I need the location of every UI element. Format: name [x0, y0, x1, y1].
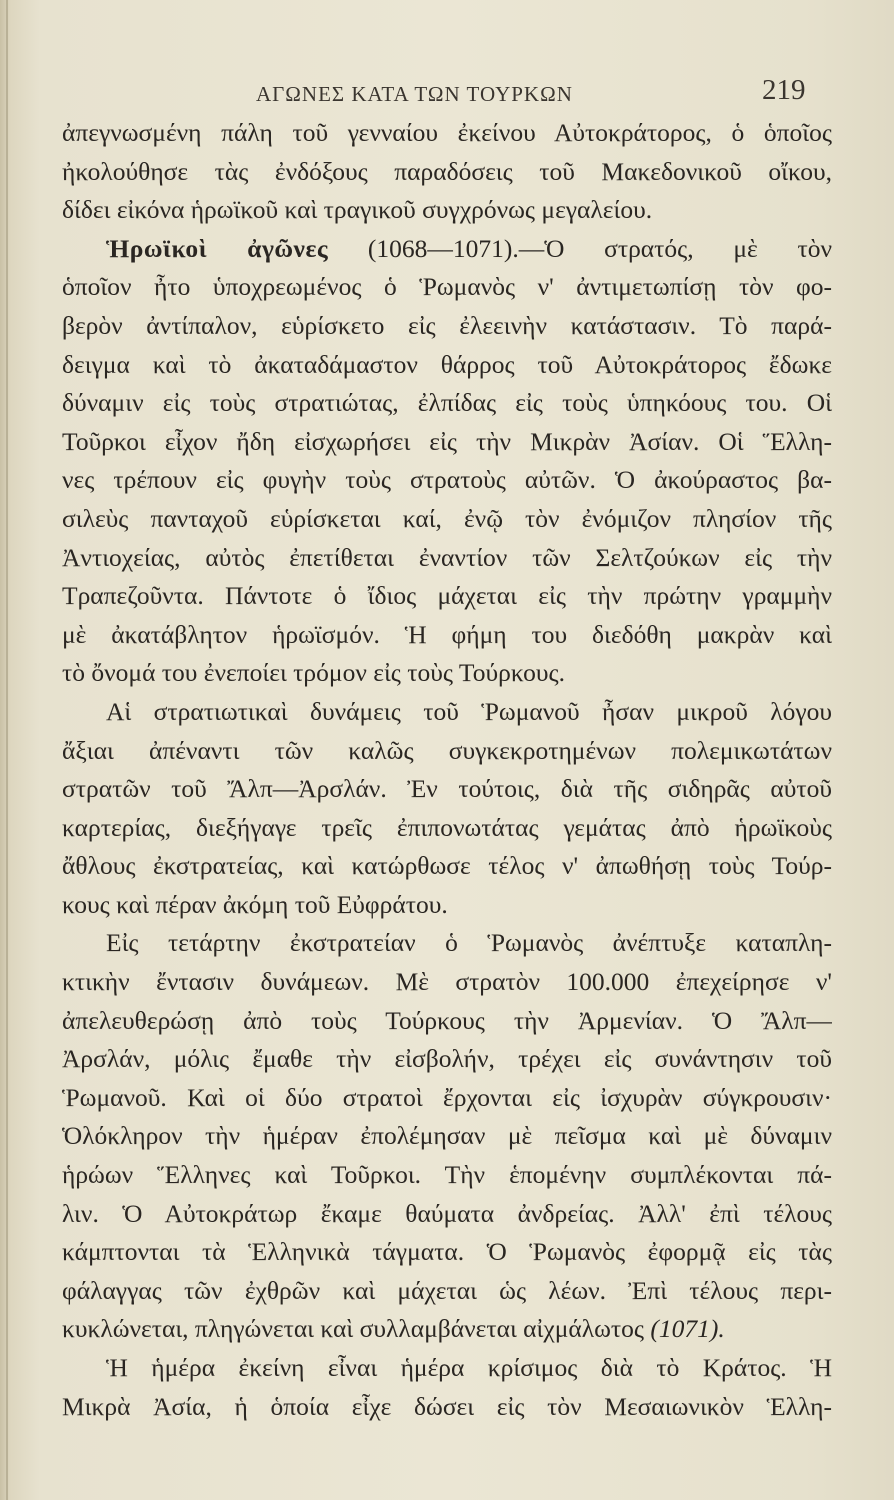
text-line: βερὸν ἀντίπαλον, εὑρίσκετο εἰς ἐλεεινὴν κατάστασιν. Τὸ παρά-	[62, 310, 832, 340]
text-line: λιν. Ὁ Αὐτοκράτωρ ἔκαμε θαύματα ἀνδρείας. Ἀλλ' ἐπὶ τέλους	[62, 1198, 832, 1228]
body-text	[62, 114, 832, 1426]
text-line: σιλεὺς πανταχοῦ εὑρίσκεται καί, ἐνῷ τὸν ἐνόμιζον πλησίον τῆς	[62, 503, 832, 533]
text-line: δειγμα καὶ τὸ ἀκαταδάμαστον θάρρος τοῦ Αὐτοκράτορος ἔδωκε	[62, 349, 832, 379]
text-line: Μικρὰ Ἀσία, ἡ ὁποία εἶχε δώσει εἰς τὸν Μεσαιωνικὸν Ἑλλη-	[62, 1391, 832, 1421]
text-line: κτικὴν ἔντασιν δυνάμεων. Μὲ στρατὸν 100.000 ἐπεχείρησε ν'	[62, 967, 832, 997]
text-line-with-date	[62, 1310, 832, 1349]
text-line: μὲ ἀκατάβλητον ἡρωϊσμόν. Ἡ φήμη του διεδόθη μακρὰν καὶ	[62, 619, 832, 649]
text-line: ἠκολούθησε τὰς ἐνδόξους παραδόσεις τοῦ Μακεδονικοῦ οἴκου,	[62, 156, 832, 186]
section-heading: Ἡρωϊκοὶ ἀγῶνες	[106, 233, 329, 263]
text-fragment: κυκλώνεται, πληγώνεται καὶ συλλαμβάνεται αἰχμάλωτος	[62, 1314, 644, 1344]
text-line: κάμπτονται τὰ Ἑλληνικὰ τάγματα. Ὁ Ῥωμανὸς ἐφορμᾷ εἰς τὰς	[62, 1237, 832, 1267]
text-line: νες τρέπουν εἰς φυγὴν τοὺς στρατοὺς αὐτῶν. Ὁ ἀκούραστος βα-	[62, 465, 832, 495]
running-title: ΑΓΩΝΕΣ ΚΑΤΑ ΤΩΝ ΤΟΥΡΚΩΝ	[256, 82, 573, 106]
text-line: στρατῶν τοῦ Ἄλπ—Ἀρσλάν. Ἐν τούτοις, διὰ τῆς σιδηρᾶς αὐτοῦ	[62, 774, 832, 804]
text-line: Ῥωμανοῦ. Καὶ οἱ δύο στρατοὶ ἔρχονται εἰς ἰσχυρὰν σύγκρουσιν·	[62, 1082, 832, 1112]
text-line: Ἡ ἡμέρα ἐκείνη εἶναι ἡμέρα κρίσιμος διὰ τὸ Κράτος. Ἡ	[106, 1353, 832, 1382]
text-line: Ἀντιοχείας, αὐτὸς ἐπετίθεται ἐναντίον τῶν Σελτζούκων εἰς τὴν	[62, 542, 832, 572]
section-heading-rest: (1068—1071).—Ὁ στρατός, μὲ τὸν	[328, 233, 832, 263]
text-line: ἀπελευθερώσῃ ἀπὸ τοὺς Τούρκους τὴν Ἀρμενίαν. Ὁ Ἄλπ—	[62, 1005, 832, 1035]
text-line: Εἰς τετάρτην ἐκστρατείαν ὁ Ῥωμανὸς ἀνέπτυξε καταπλη-	[106, 928, 832, 958]
page-number: 219	[762, 74, 806, 106]
text-line: δύναμιν εἰς τοὺς στρατιώτας, ἐλπίδας εἰς τοὺς ὑπηκόους του. Οἱ	[62, 388, 832, 418]
text-line: φάλαγγας τῶν ἐχθρῶν καὶ μάχεται ὡς λέων. Ἐπὶ τέλους περι-	[62, 1275, 832, 1305]
page-spine-shadow	[6, 0, 8, 1500]
text-line: ἄθλους ἐκστρατείας, καὶ κατώρθωσε τέλος ν' ἀπωθήσῃ τοὺς Τούρ-	[62, 851, 832, 881]
text-line: καρτερίας, διεξήγαγε τρεῖς ἐπιπονωτάτας γεμάτας ἀπὸ ἡρωϊκοὺς	[62, 812, 832, 842]
text-line: Τραπεζοῦντα. Πάντοτε ὁ ἴδιος μάχεται εἰς τὴν πρώτην γραμμὴν	[62, 581, 832, 611]
text-line: ἄξιαι ἀπέναντι τῶν καλῶς συγκεκροτημένων πολεμικωτάτων	[62, 735, 832, 765]
section-heading-line	[62, 230, 832, 269]
text-line: Ἀρσλάν, μόλις ἔμαθε τὴν εἰσβολήν, τρέχει εἰς συνάντησιν τοῦ	[62, 1044, 832, 1074]
text-line: Ὁλόκληρον τὴν ἡμέραν ἐπολέμησαν μὲ πεῖσμα καὶ μὲ δύναμιν	[62, 1121, 832, 1151]
handwritten-date: (1071).	[650, 1314, 725, 1344]
text-line: κους καὶ πέραν ἀκόμη τοῦ Εὐφράτου.	[62, 889, 448, 919]
text-line: ὁποῖον ἦτο ὑποχρεωμένος ὁ Ῥωμανὸς ν' ἀντιμετωπίσῃ τὸν φο-	[62, 272, 832, 302]
text-line: τὸ ὄνομά του ἐνεποίει τρόμον εἰς τοὺς Τούρκους.	[62, 658, 565, 688]
text-line: ἀπεγνωσμένη πάλη τοῦ γενναίου ἐκείνου Αὐτοκράτορος, ὁ ὁποῖος	[62, 118, 832, 147]
text-line: ἡρώων Ἕλληνες καὶ Τοῦρκοι. Τὴν ἑπομένην συμπλέκονται πά-	[62, 1160, 832, 1190]
text-line: Τοῦρκοι εἶχον ἤδη εἰσχωρήσει εἰς τὴν Μικρὰν Ἀσίαν. Οἱ Ἕλλη-	[62, 426, 832, 456]
text-line: Αἱ στρατιωτικαὶ δυνάμεις τοῦ Ῥωμανοῦ ἦσαν μικροῦ λόγου	[106, 696, 832, 726]
text-line: δίδει εἰκόνα ἡρωϊκοῦ καὶ τραγικοῦ συγχρόνως μεγαλείου.	[62, 195, 653, 225]
